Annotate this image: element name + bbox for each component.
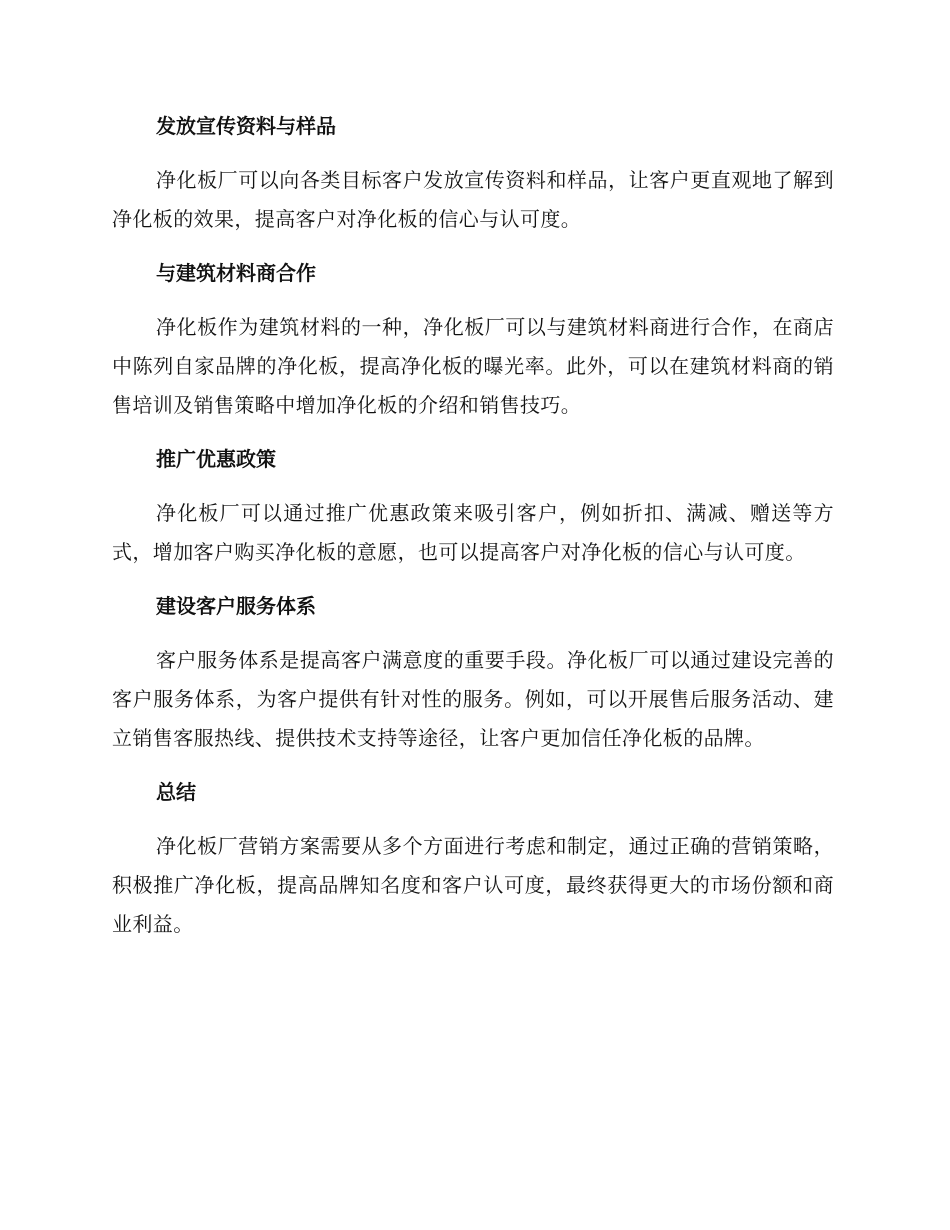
spacer: [112, 289, 834, 308]
section-body-customer-service: 客户服务体系是提高客户满意度的重要手段。净化板厂可以通过建设完善的客户服务体系，为客户提供有针对性的服务。例如，可以开展售后服务活动、建立销售客服热线、提供技术支持等途径，让客户更加信任净化板的品牌。: [112, 648, 834, 750]
spacer: [112, 622, 834, 641]
spacer: [112, 808, 834, 827]
section-body-building-materials: 净化板作为建筑材料的一种，净化板厂可以与建筑材料商进行合作，在商店中陈列自家品牌的净化板，提高净化板的曝光率。此外，可以在建筑材料商的销售培训及销售策略中增加净化板的介绍和销售技巧。: [112, 315, 834, 417]
section-heading-promo-materials: 发放宣传资料与样品: [156, 114, 336, 138]
section-heading-discount-policy: 推广优惠政策: [156, 447, 276, 471]
section-body-discount-policy: 净化板厂可以通过推广优惠政策来吸引客户，例如折扣、满减、赠送等方式，增加客户购买净化板的意愿，也可以提高客户对净化板的信心与认可度。: [112, 501, 834, 564]
spacer: [112, 572, 834, 590]
spacer: [112, 758, 834, 776]
spacer: [112, 239, 834, 257]
spacer: [112, 425, 834, 443]
spacer: [112, 142, 834, 161]
section-body-promo-materials: 净化板厂可以向各类目标客户发放宣传资料和样品，让客户更直观地了解到净化板的效果，提高客户对净化板的信心与认可度。: [112, 168, 834, 231]
document-page: [112, 110, 834, 944]
section-heading-summary: 总结: [156, 780, 196, 804]
section-heading-building-materials: 与建筑材料商合作: [156, 261, 316, 285]
spacer: [112, 475, 834, 494]
section-body-summary: 净化板厂营销方案需要从多个方面进行考虑和制定，通过正确的营销策略，积极推广净化板，提高品牌知名度和客户认可度，最终获得更大的市场份额和商业利益。: [112, 834, 834, 936]
section-heading-customer-service: 建设客户服务体系: [156, 594, 316, 618]
